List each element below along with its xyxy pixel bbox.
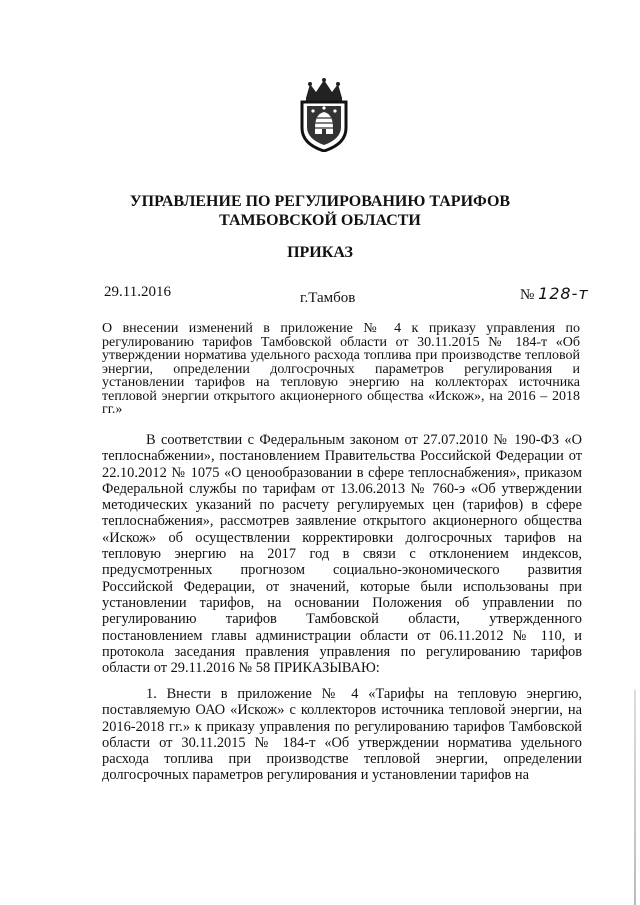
order-city: г.Тамбов xyxy=(300,290,356,306)
order-date: 29.11.2016 xyxy=(104,284,171,300)
coat-of-arms-icon xyxy=(296,78,352,152)
order-number-prefix: № xyxy=(520,287,535,303)
document-type: ПРИКАЗ xyxy=(287,244,353,261)
order-number xyxy=(520,284,589,304)
order-number-handwritten: 128-т xyxy=(538,284,589,303)
scan-edge-shadow xyxy=(634,690,636,905)
preamble-text: В соответствии с Федеральным законом от 27.07.2010 № 190-ФЗ «О теплоснабжении», постановлением Правительства Российской Федерации от 22.10.2012 № 1075 «О ценообразовании в сфере теплоснабжения», приказом Федеральной службы по тарифам от 13.06.2013 № 760-э «Об утверждении методических указаний по расчету регулируемых цен (тарифов) в сфере теплоснабжения», рассмотрев заявление открытого акционерного общества «Искож» об осуществлении корректировки долгосрочных тарифов на тепловую энергию на 2017 год в связи с отклонением индексов, предусмотренных прогнозом социально-экономического развития Российской Федерации, от значений, которые были использованы при установлении тарифов, на основании Положения об управлении по регулированию тарифов Тамбовской области, утвержденного постановлением главы администрации области от 06.11.2012 № 110, и протокола заседания правления управления по регулированию тарифов области от 29.11.2016 № 58 ПРИКАЗЫВАЮ: xyxy=(102,432,582,677)
clause-1-paragraph xyxy=(102,686,582,784)
clause-1-text: 1. Внести в приложение № 4 «Тарифы на тепловую энергию, поставляемую ОАО «Искож» с коллекторов источника тепловой энергии, на 2016-2018 гг.» к приказу управления по регулированию тарифов Тамбовской области от 30.11.2015 № 184-т «Об утверждении норматива удельного расхода топлива при производстве тепловой энергии, определении долгосрочных параметров регулирования и установлении тарифов на xyxy=(102,686,582,784)
organization-title-line1: УПРАВЛЕНИЕ ПО РЕГУЛИРОВАНИЮ ТАРИФОВ xyxy=(129,193,511,210)
organization-title-line2: ТАМБОВСКОЙ ОБЛАСТИ xyxy=(219,212,421,229)
organization-title xyxy=(110,192,530,230)
order-subject: О внесении изменений в приложение № 4 к приказу управления по регулированию тарифов Тамбовской области от 30.11.2015 № 184-т «Об утверждении норматива удельного расхода топлива при производстве тепловой энергии, определении долгосрочных параметров регулирования и установлении тарифов на тепловую энергию на коллекторах источника тепловой энергии открытого акционерного общества «Искож», на 2016 – 2018 гг.» xyxy=(102,321,580,417)
preamble-paragraph xyxy=(102,432,582,676)
